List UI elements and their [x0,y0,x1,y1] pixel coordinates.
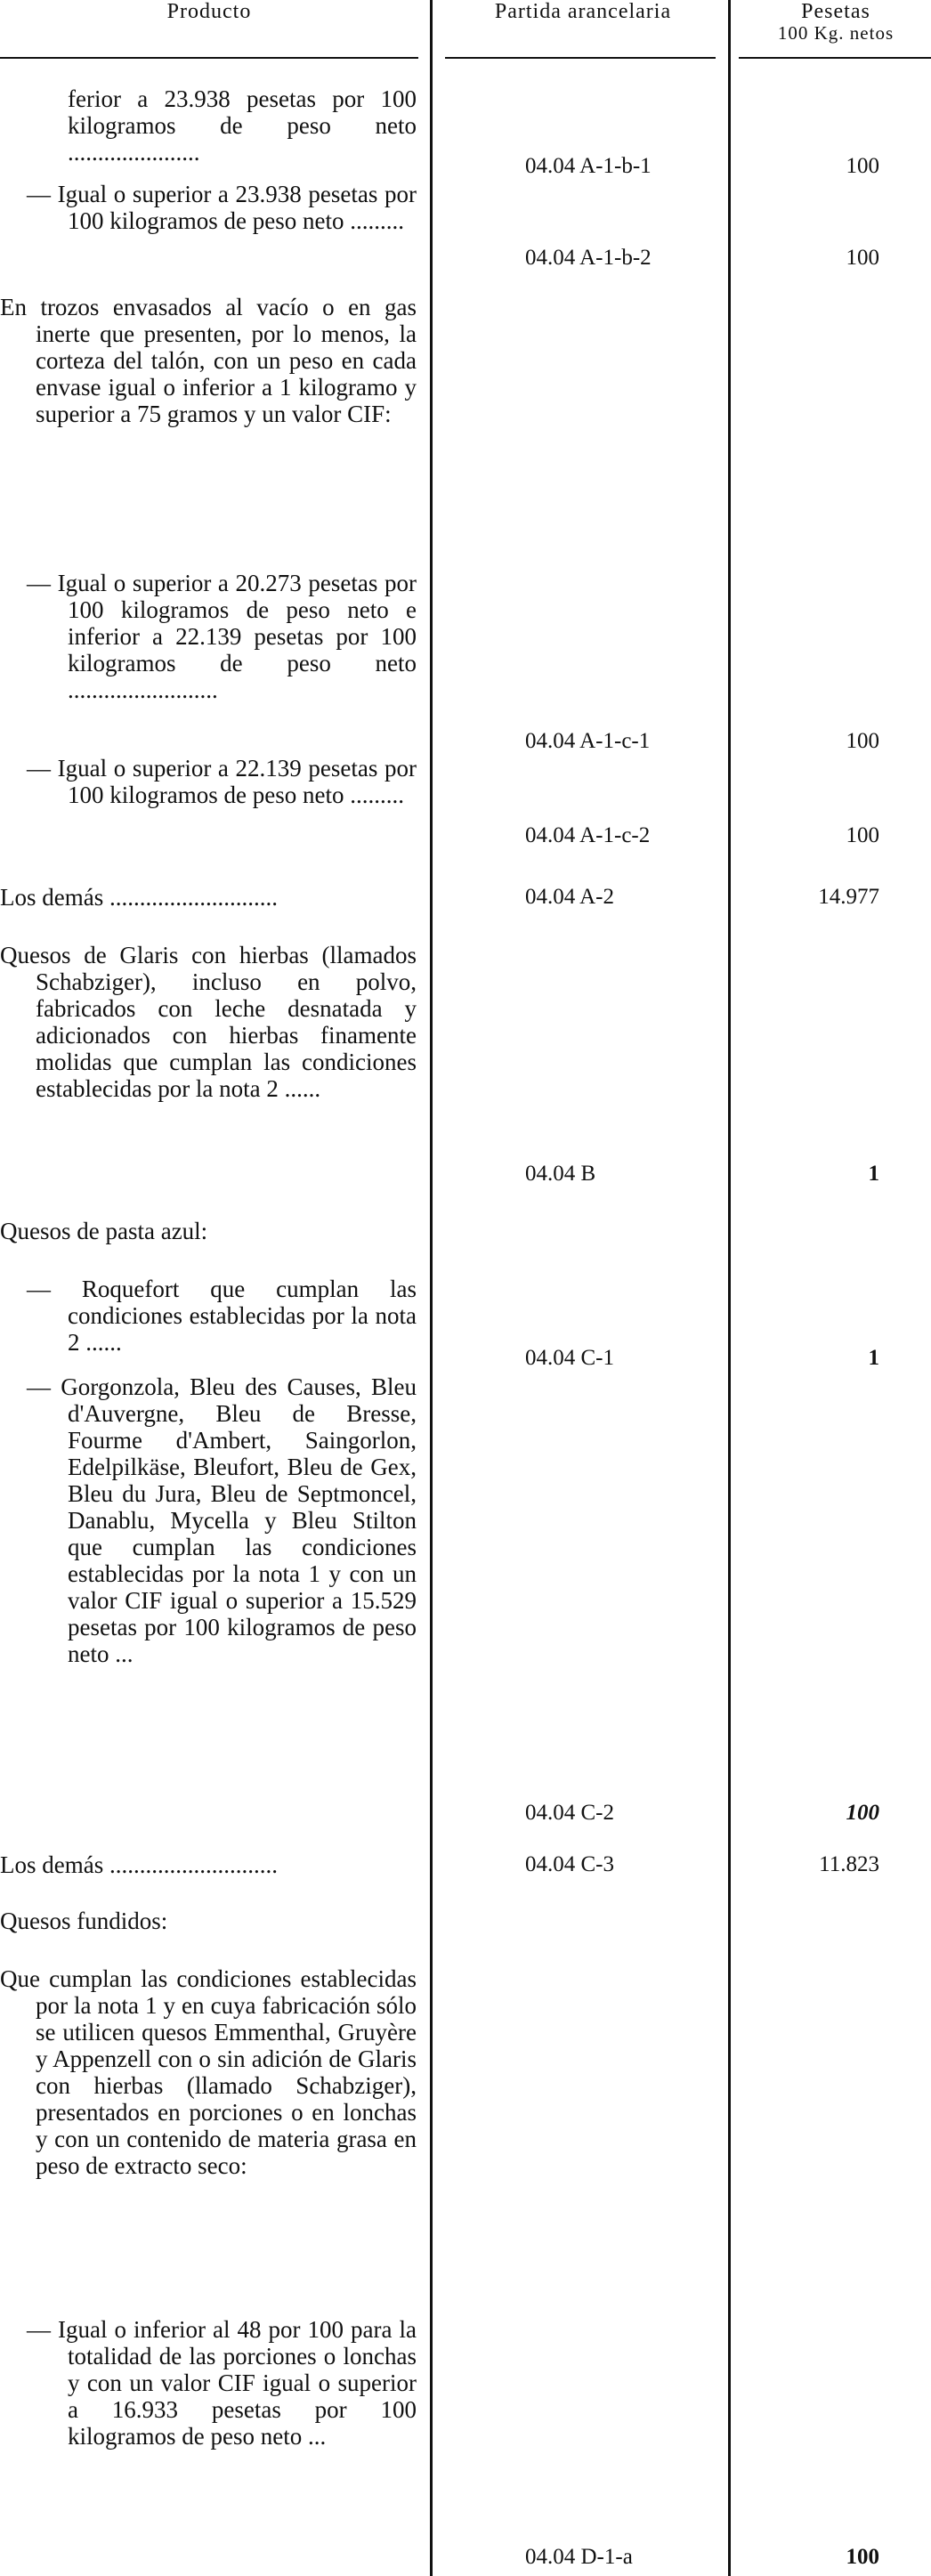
product-description: En trozos envasados al vacío o en gas inerte que presenten, por lo menos, la corteza del talón, con un peso en cada envase igual o inferior a 1 kilogramo y superior a 75 gramos y un valor CIF: [0,294,417,427]
product-text [0,755,417,808]
header-partida: Partida arancelaria [494,0,672,23]
product-description: Quesos fundidos: [0,1908,168,1934]
tariff-code: 04.04 B [525,1162,596,1186]
product-text [0,942,417,1102]
header-pesetas-line2: 100 Kg. netos [777,22,895,44]
header-producto: Producto [166,0,252,23]
tariff-code: 04.04 A-2 [525,885,614,909]
product-description: Los demás ............................ [0,1851,278,1878]
product-description: — Roquefort que cumplan las condiciones establecidas por la nota 2 ...... [27,1276,417,1356]
column-rule-1 [430,0,433,2576]
product-description: — Igual o superior a 23.938 pesetas por 100 kilogramos de peso neto ......... [27,181,417,234]
product-description: Quesos de Glaris con hierbas (llamados Schabziger), incluso en polvo, fabricados con leche desnatada y adicionados con hierbas finamente molidas que cumplan las condiciones establecidas por la nota 2 ...... [0,942,417,1102]
product-description: ferior a 23.938 pesetas por 100 kilogramos de peso neto ...................... [68,85,417,166]
price-value: 1 [868,1162,879,1186]
header-pesetas-line1: Pesetas [801,0,870,23]
price-value: 100 [846,823,879,847]
product-text [0,1373,417,1667]
section-heading [0,1908,417,1934]
tariff-code: 04.04 A-1-c-1 [525,729,651,753]
product-description: — Igual o superior a 22.139 pesetas por 100 kilogramos de peso neto ......... [27,755,417,808]
product-text [0,181,417,234]
tariff-code: 04.04 D-1-a [525,2545,633,2569]
price-value: 14.977 [818,885,879,909]
tariff-code: 04.04 A-1-b-2 [525,246,652,270]
price-value: 100 [846,246,879,270]
price-value: 1 [868,1346,879,1370]
tariff-code: 04.04 C-2 [525,1801,614,1825]
price-value: 11.823 [819,1852,879,1876]
product-text [0,2316,417,2450]
tariff-code: 04.04 C-3 [525,1852,614,1876]
product-text [0,85,417,166]
product-text [0,1851,417,1878]
header-underline-pesetas [739,57,931,59]
header-underline-producto [0,57,418,59]
tariff-code: 04.04 C-1 [525,1346,614,1370]
product-description: — Gorgonzola, Bleu des Causes, Bleu d'Auvergne, Bleu de Bresse, Fourme d'Ambert, Saingorlon, Edelpilkäse, Bleufort, Bleu de Gex, Bleu du Jura, Bleu de Septmoncel, Danablu, Mycella y Bleu Stilton que cumplan las condiciones establecidas por la nota 1 y con un valor CIF igual o superior a 15.529 pesetas por 100 kilogramos de peso neto ... [27,1373,417,1667]
price-value: 100 [846,1801,879,1825]
section-heading [0,1218,417,1244]
product-text [0,570,417,703]
product-description: Quesos de pasta azul: [0,1218,208,1244]
header-underline-partida [445,57,716,59]
product-description: Que cumplan las condiciones establecidas por la nota 1 y en cuya fabricación sólo se utilicen quesos Emmenthal, Gruyère y Appenzell con o sin adición de Glaris con hierbas (llamado Schabziger), presentados en porciones o en lonchas y con un contenido de materia grasa en peso de extracto seco: [0,1965,417,2179]
price-value: 100 [846,154,879,178]
product-description: — Igual o superior a 20.273 pesetas por 100 kilogramos de peso neto e inferior a 22.139 pesetas por 100 kilogramos de peso neto ......................... [27,570,417,703]
price-value: 100 [846,2545,879,2569]
product-text [0,1965,417,2179]
product-description: — Igual o inferior al 48 por 100 para la totalidad de las porciones o lonchas y con un valor CIF igual o superior a 16.933 pesetas por 100 kilogramos de peso neto ... [27,2316,417,2450]
product-text [0,884,417,911]
column-rule-2 [728,0,731,2576]
product-description: Los demás ............................ [0,884,278,911]
product-text [0,294,417,427]
product-text [0,1276,417,1356]
price-value: 100 [846,729,879,753]
tariff-code: 04.04 A-1-c-2 [525,823,651,847]
header-pesetas [741,0,931,43]
tariff-code: 04.04 A-1-b-1 [525,154,652,178]
